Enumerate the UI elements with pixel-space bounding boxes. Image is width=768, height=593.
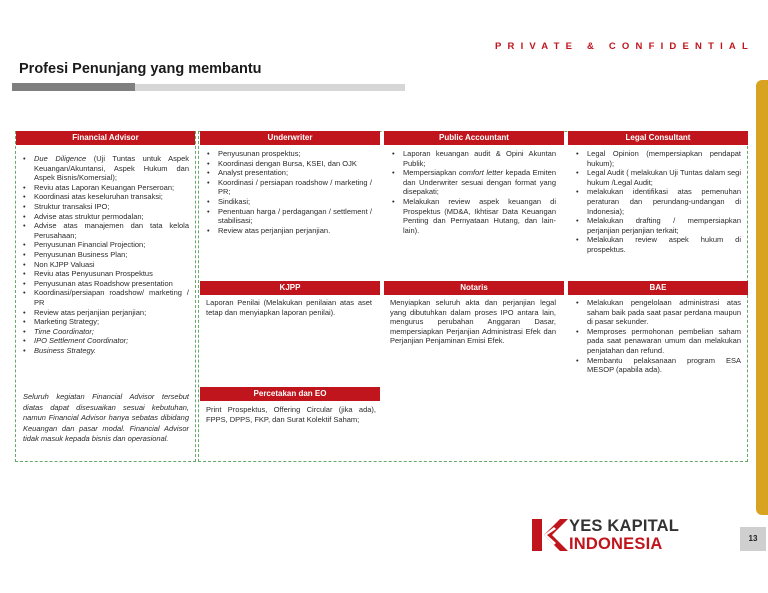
list-item: • Mempersiapkan comfort letter kepada Emiten dan Underwriter sesuai dengan format yang disepakati; (390, 168, 556, 197)
kjpp-text: Laporan Penilai (Melakukan penilaian atas aset tetap dan menyiapkan laporan penilai). (206, 298, 372, 317)
list-item: • Due Diligence (Uji Tuntas untuk Aspek Keuangan/Akuntansi, Aspek Hukum dan Aspek Bisnis/Komersial); (21, 154, 189, 183)
list-item: • Advise atas struktur permodalan; (21, 212, 189, 222)
list-item: • Laporan keuangan audit & Opini Akuntan Publik; (390, 149, 556, 168)
list-item: • Penyusunan prospektus; (205, 149, 372, 159)
legal-consultant-header: Legal Consultant (568, 131, 748, 145)
list-item: • Koordinasi/persiapan roadshow/ marketing / PR (21, 288, 189, 307)
list-item: • Business Strategy. (21, 346, 189, 356)
list-item: • Penyusunan Financial Projection; (21, 240, 189, 250)
bae-header: BAE (568, 281, 748, 295)
list-item: • Reviu atas Penyusunan Prospektus (21, 269, 189, 279)
list-item: • Non KJPP Valuasi (21, 260, 189, 270)
notaris-text: Menyiapkan seluruh akta dan perjanjian legal yang dibutuhkan dalam proses IPO antara lain, mengurus perubahan Anggaran Dasar, mempersiapkan Perjanjian Administrasi Efek dan Perjanjian Penjaminan Emisi Efek. (390, 298, 556, 346)
logo-line1: YES KAPITAL (569, 517, 680, 535)
title-underline-light (135, 84, 405, 91)
list-item: • Analyst presentation; (205, 168, 372, 178)
list-item: • Penyusunan atas Roadshow presentation (21, 279, 189, 289)
bae-content (574, 298, 741, 375)
kjpp-header: KJPP (200, 281, 380, 295)
list-item: • Legal Audit ( melakukan Uji Tuntas dalam segi hukum /Legal Audit; (574, 168, 741, 187)
logo-line2: INDONESIA (569, 535, 663, 553)
list-item: • Melakukan pengelolaan administrasi atas saham baik pada saat pasar perdana maupun di pasar sekunder. (574, 298, 741, 327)
list-item: • Memproses permohonan pembelian saham pada saat penawaran umum dan melakukan penjatahan dan refund. (574, 327, 741, 356)
percetakan-content (206, 405, 376, 424)
list-item: • Struktur transaksi IPO; (21, 202, 189, 212)
list-item: • Koordinasi dengan Bursa, KSEI, dan OJK (205, 159, 372, 169)
financial-advisor-content (21, 154, 189, 355)
underwriter-content (205, 149, 372, 235)
list-item: • Legal Opinion (mempersiapkan pendapat hukum); (574, 149, 741, 168)
page-number: 13 (740, 527, 766, 551)
notaris-content (390, 298, 556, 346)
list-item: • Melakukan review aspek keuangan di Prospektus (MD&A, Ikhtisar Data Keuangan Penting dan Pernyataan Hutang, dan lain-lain). (390, 197, 556, 235)
underwriter-header: Underwriter (200, 131, 380, 145)
legal-consultant-content (574, 149, 741, 255)
list-item: • Koordinasi / persiapan roadshow / marketing / PR; (205, 178, 372, 197)
list-item: • Koordinasi atas keseluruhan transaksi; (21, 192, 189, 202)
list-item: • Penyusunan Business Plan; (21, 250, 189, 260)
confidential-label: PRIVATE & CONFIDENTIAL (494, 41, 754, 52)
public-accountant-header: Public Accountant (384, 131, 564, 145)
yes-kapital-logo-icon (532, 517, 568, 553)
page-title: Profesi Penunjang yang membantu (19, 61, 262, 77)
kjpp-content (206, 298, 372, 317)
public-accountant-content (390, 149, 556, 235)
list-item: • Marketing Strategy; (21, 317, 189, 327)
percetakan-header: Percetakan dan EO (200, 387, 380, 401)
list-item: • Review atas perjanjian perjanjian. (205, 226, 372, 236)
list-item: • Melakukan drafting / mempersiapkan perjanjian perjanjian terkait; (574, 216, 741, 235)
list-item: • Time Coordinator; (21, 327, 189, 337)
title-underline-dark (12, 83, 135, 91)
list-item: • Membantu pelaksanaan program ESA MESOP (apabila ada). (574, 356, 741, 375)
list-item: • IPO Settlement Coordinator; (21, 336, 189, 346)
list-item: • Review atas perjanjian perjanjian; (21, 308, 189, 318)
list-item: • Sindikasi; (205, 197, 372, 207)
financial-advisor-header: Financial Advisor (16, 131, 195, 145)
percetakan-text: Print Prospektus, Offering Circular (jika ada), FPPS, DPPS, FKP, dan Surat Kolektif Saham; (206, 405, 376, 424)
list-item: • melakukan identifikasi atas pemenuhan peraturan dan perundang-undangan di Indonesia); (574, 187, 741, 216)
list-item: • Penentuan harga / perdagangan / settlement / stabilisasi; (205, 207, 372, 226)
yes-kapital-logo (532, 517, 692, 553)
side-accent-bar (756, 80, 768, 515)
list-item: • Advise atas manajemen dan tata kelola Perusahaan; (21, 221, 189, 240)
list-item: • Melakukan review aspek hukum di prospektus. (574, 235, 741, 254)
notaris-header: Notaris (384, 281, 564, 295)
financial-advisor-note: Seluruh kegiatan Financial Advisor tersebut diatas dapat disesuaikan sesuai kebutuhan, namun Financial Advisor hanya sebatas dibidang Keuangan dan pasar modal. Financial Advisor tidak masuk kepada bisnis dan operasional. (23, 392, 189, 444)
list-item: • Reviu atas Laporan Keuangan Perseroan; (21, 183, 189, 193)
